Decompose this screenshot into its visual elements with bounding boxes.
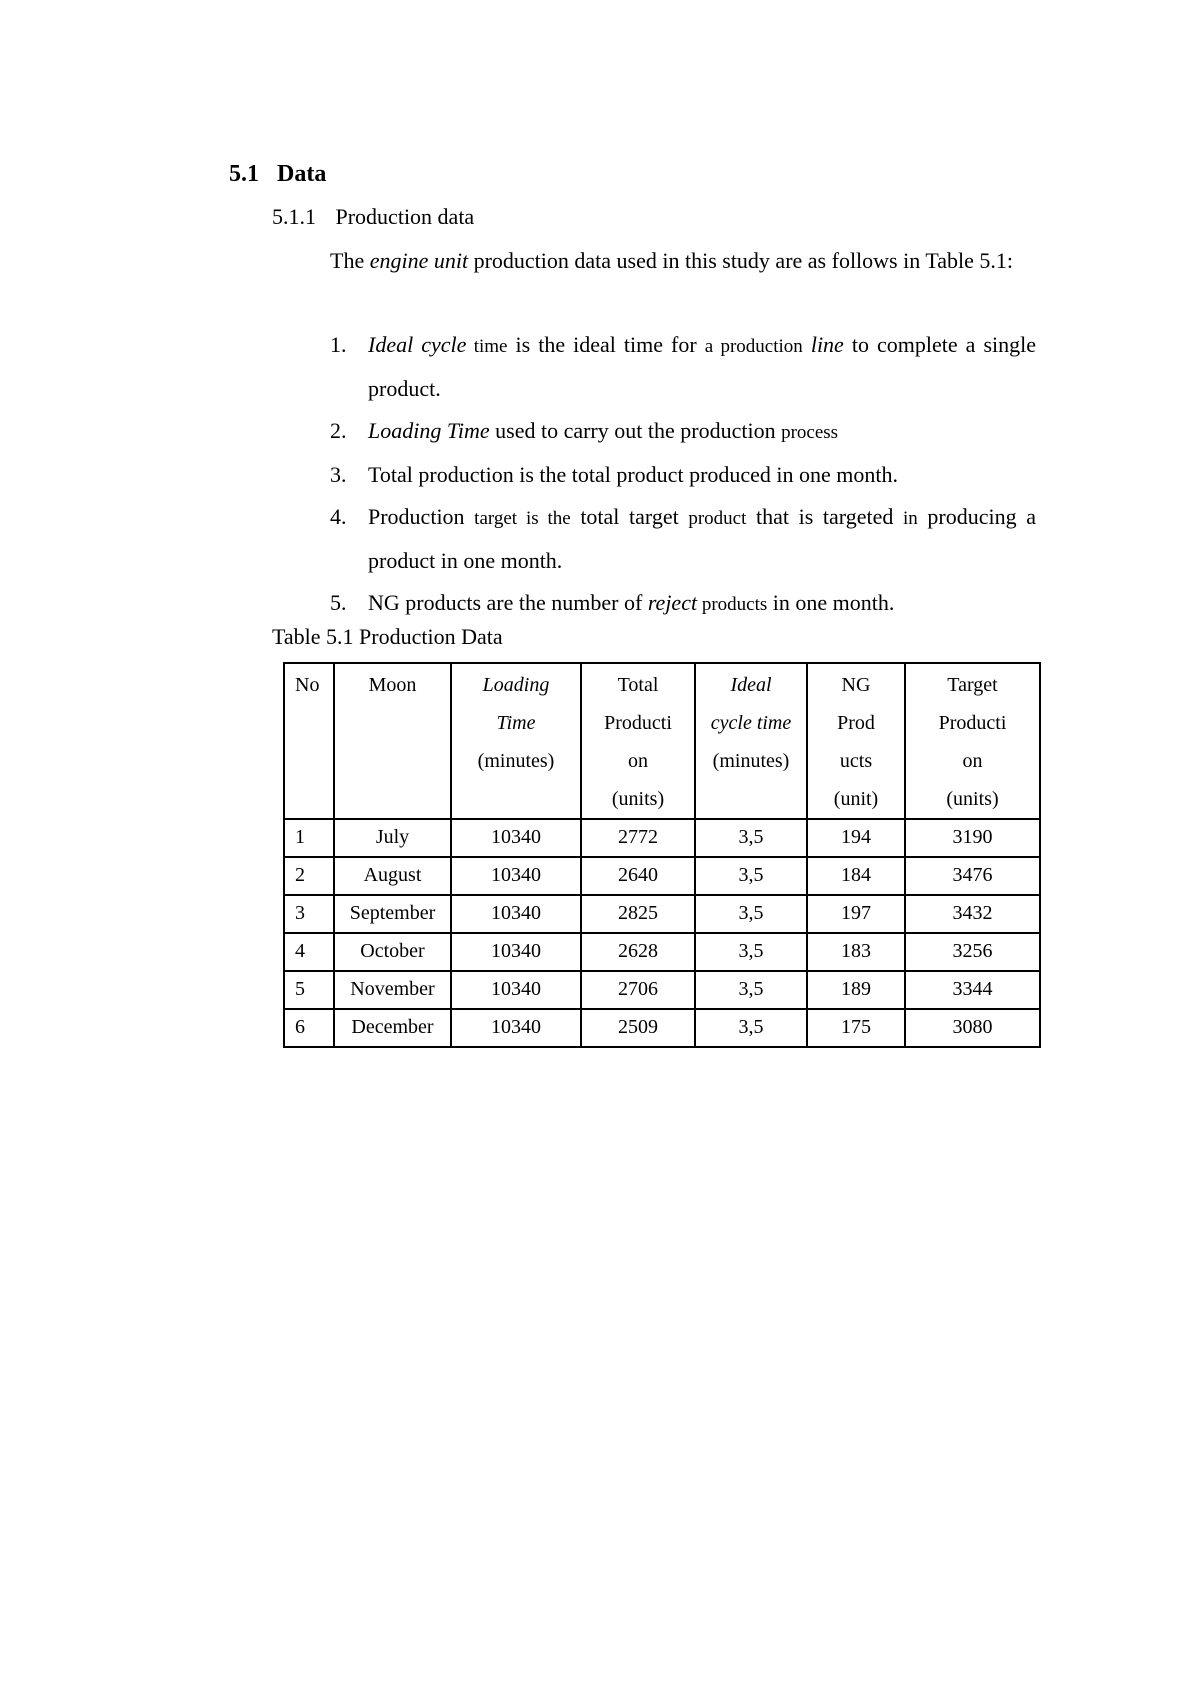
cell-ng: 194 — [807, 819, 905, 857]
table-header-row — [284, 663, 1040, 819]
list-item — [330, 410, 1036, 454]
header-line: (unit) — [833, 788, 879, 810]
header-ideal-cycle-time — [695, 663, 807, 819]
cell-no: 5 — [284, 971, 334, 1009]
list-marker: 5. — [330, 590, 347, 615]
definition-small: a production — [704, 336, 803, 357]
header-line: on — [628, 750, 648, 772]
header-line: NG — [841, 674, 871, 696]
definition-text: NG products are the number of — [368, 590, 648, 615]
cell-no: 3 — [284, 895, 334, 933]
cell-total: 2509 — [581, 1009, 695, 1047]
header-line: (units) — [946, 788, 999, 810]
list-marker: 4. — [330, 504, 347, 529]
intro-text: The — [330, 248, 370, 273]
cell-moon: December — [334, 1009, 451, 1047]
table-row — [284, 857, 1040, 895]
table-row — [284, 819, 1040, 857]
definition-text: total target — [570, 504, 689, 529]
cell-moon: July — [334, 819, 451, 857]
cell-target: 3080 — [905, 1009, 1040, 1047]
cell-loading: 10340 — [451, 819, 581, 857]
table-row — [284, 933, 1040, 971]
subsection-heading — [272, 200, 474, 234]
cell-ideal: 3,5 — [695, 1009, 807, 1047]
cell-target: 3190 — [905, 819, 1040, 857]
subsection-number: 5.1.1 — [272, 204, 316, 229]
cell-loading: 10340 — [451, 895, 581, 933]
header-ng-products — [807, 663, 905, 819]
cell-ng: 175 — [807, 1009, 905, 1047]
cell-moon: October — [334, 933, 451, 971]
cell-moon: November — [334, 971, 451, 1009]
term-italic: Ideal cycle — [368, 332, 467, 357]
cell-ng: 184 — [807, 857, 905, 895]
cell-total: 2640 — [581, 857, 695, 895]
section-title: Data — [277, 161, 327, 187]
table-body — [284, 819, 1040, 1047]
definition-text: to complete a single product. — [368, 332, 1037, 401]
cell-loading: 10340 — [451, 971, 581, 1009]
list-item — [330, 454, 1036, 496]
definition-text: used to carry out the production — [489, 418, 782, 443]
header-line: on — [962, 750, 983, 772]
header-line: (minutes) — [477, 750, 555, 772]
list-marker: 1. — [330, 332, 347, 357]
header-no — [284, 663, 334, 819]
cell-no: 6 — [284, 1009, 334, 1047]
definition-text: Total production is the total product produced in one month. — [368, 462, 899, 487]
intro-paragraph — [330, 240, 1040, 282]
header-loading-time — [451, 663, 581, 819]
intro-text-rest: production data used in this study are as follows in Table 5.1: — [468, 248, 1013, 273]
cell-target: 3476 — [905, 857, 1040, 895]
section-heading — [229, 157, 326, 191]
production-data-table — [283, 662, 1041, 1048]
header-line: (units) — [611, 788, 665, 810]
cell-loading: 10340 — [451, 933, 581, 971]
header-line: Target — [947, 674, 998, 696]
definition-small: product — [688, 508, 747, 529]
definition-italic: reject — [647, 590, 698, 615]
definition-text: in one month. — [767, 590, 895, 615]
header-target-production — [905, 663, 1040, 819]
list-marker: 2. — [330, 418, 347, 443]
cell-ideal: 3,5 — [695, 971, 807, 1009]
header-moon — [334, 663, 451, 819]
table-row — [284, 1009, 1040, 1047]
cell-ng: 183 — [807, 933, 905, 971]
list-item — [330, 496, 1036, 582]
intro-italic: engine unit — [369, 248, 469, 273]
term-small: time — [466, 336, 508, 357]
cell-total: 2772 — [581, 819, 695, 857]
table-row — [284, 895, 1040, 933]
definition-text: Production — [368, 504, 475, 529]
definition-text: that is targeted — [746, 504, 903, 529]
header-line: Producti — [604, 712, 672, 734]
cell-ideal: 3,5 — [695, 933, 807, 971]
definition-small: products — [697, 594, 768, 615]
section-number: 5.1 — [229, 161, 259, 187]
header-line: Prod — [837, 712, 875, 734]
header-line: Producti — [938, 712, 1007, 734]
definition-small: in — [902, 508, 918, 529]
cell-total: 2706 — [581, 971, 695, 1009]
cell-ideal: 3,5 — [695, 857, 807, 895]
cell-target: 3344 — [905, 971, 1040, 1009]
cell-no: 2 — [284, 857, 334, 895]
cell-moon: August — [334, 857, 451, 895]
definition-text: is the ideal time for — [507, 332, 705, 357]
cell-ideal: 3,5 — [695, 895, 807, 933]
table-caption: Table 5.1 Production Data — [272, 624, 503, 649]
cell-total: 2628 — [581, 933, 695, 971]
header-line: Loading — [482, 674, 550, 696]
header-line: Moon — [368, 674, 417, 696]
header-line: cycle time — [710, 712, 792, 734]
definition-italic: line — [802, 332, 844, 357]
cell-loading: 10340 — [451, 1009, 581, 1047]
definition-small: target is the — [474, 508, 571, 529]
list-item — [330, 324, 1036, 410]
definitions-list — [330, 324, 1036, 626]
cell-target: 3256 — [905, 933, 1040, 971]
definition-small: process — [781, 422, 839, 443]
list-marker: 3. — [330, 462, 347, 487]
subsection-title: Production data — [335, 204, 475, 229]
cell-total: 2825 — [581, 895, 695, 933]
cell-ng: 197 — [807, 895, 905, 933]
header-line: (minutes) — [712, 750, 790, 772]
header-line: Total — [617, 674, 659, 696]
header-line: No — [295, 674, 320, 696]
cell-no: 4 — [284, 933, 334, 971]
cell-no: 1 — [284, 819, 334, 857]
definition-text: producing a product in one month. — [368, 504, 1036, 573]
header-line: Ideal — [730, 674, 772, 696]
table-row — [284, 971, 1040, 1009]
cell-loading: 10340 — [451, 857, 581, 895]
term-italic: Loading Time — [368, 418, 490, 443]
cell-target: 3432 — [905, 895, 1040, 933]
header-total-production — [581, 663, 695, 819]
cell-moon: September — [334, 895, 451, 933]
header-line: Time — [496, 712, 536, 734]
header-line: ucts — [839, 750, 873, 772]
cell-ng: 189 — [807, 971, 905, 1009]
cell-ideal: 3,5 — [695, 819, 807, 857]
